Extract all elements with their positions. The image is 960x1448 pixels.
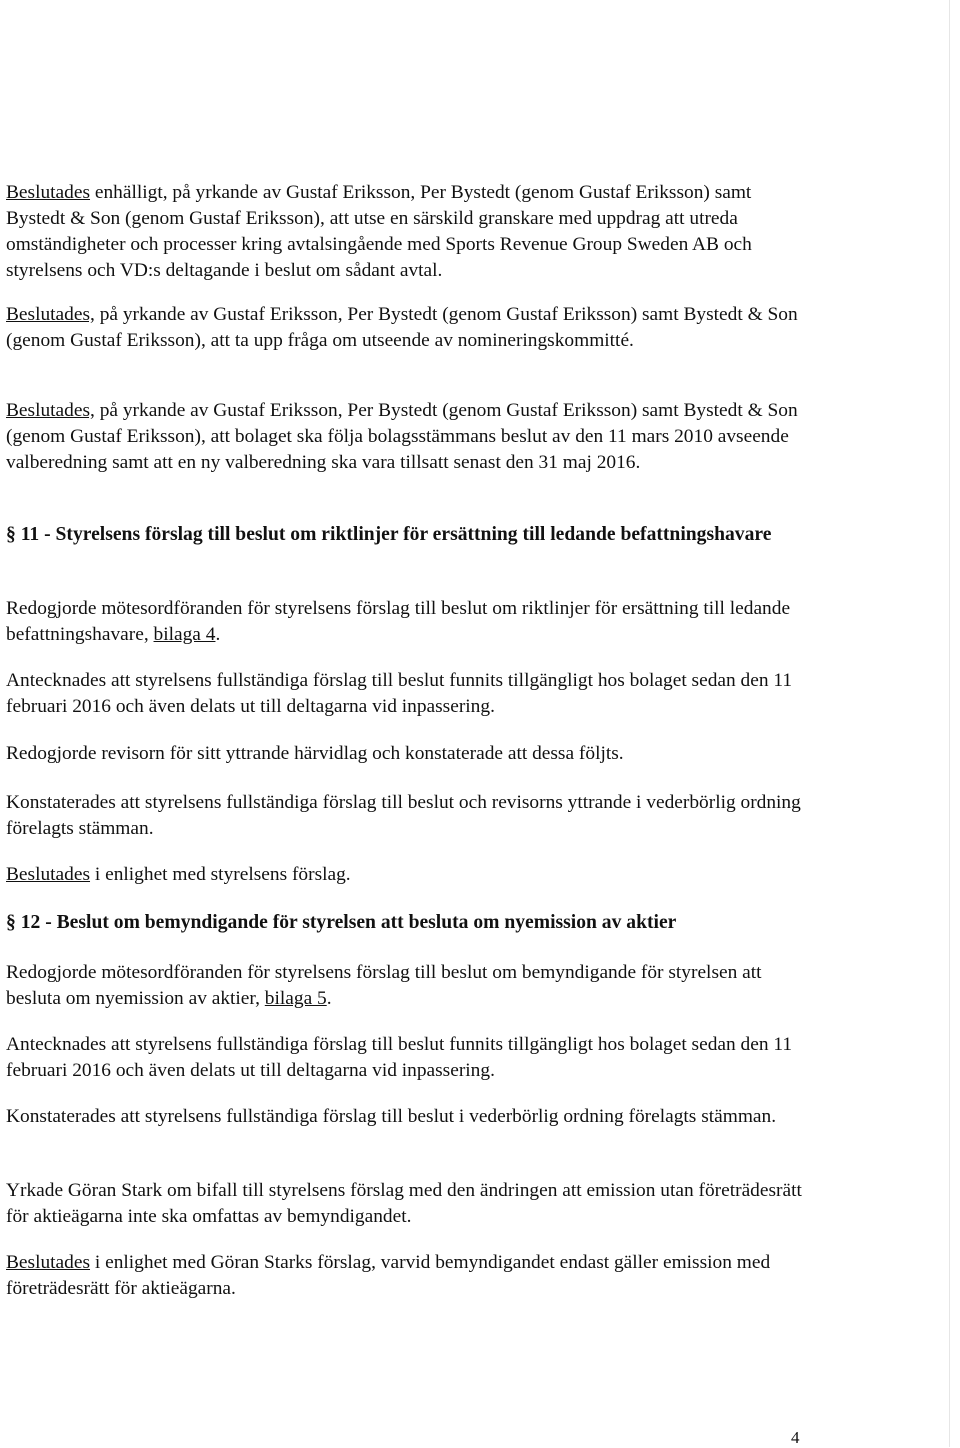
section-11-auditor: Redogjorde revisorn för sitt yttrande härvidlag och konstaterade att dessa följts.	[6, 743, 624, 764]
section-12-decision	[6, 1250, 806, 1302]
attachment-link-bilaga-5[interactable]: bilaga 5	[264, 988, 327, 1009]
section-11-heading: § 11 - Styrelsens förslag till beslut om riktlinjer för ersättning till ledande befattningshavare	[6, 524, 772, 545]
paragraph-special-examiner	[6, 180, 806, 284]
section-12-noted: Antecknades att styrelsens fullständiga förslag till beslut funnits tillgängligt hos bolaget sedan den 11 februari 2016 och även delats ut till deltagarna vid inpassering.	[6, 1034, 793, 1081]
section-11-decision	[6, 862, 806, 888]
paragraph-text: i enlighet med styrelsens förslag.	[90, 864, 351, 885]
paragraph-text: Redogjorde mötesordföranden för styrelsens förslag till beslut om riktlinjer för ersättning till ledande befattningshavare,	[6, 598, 791, 645]
decision-lead: Beslutades,	[6, 304, 95, 325]
paragraph-text: i enlighet med Göran Starks förslag, varvid bemyndigandet endast gäller emission med företrädesrätt för aktieägarna.	[6, 1252, 771, 1299]
paragraph-text: på yrkande av Gustaf Eriksson, Per Bystedt (genom Gustaf Eriksson) samt Bystedt & Son (genom Gustaf Eriksson), att ta upp fråga om utseende av nomineringskommitté.	[6, 304, 798, 351]
decision-lead: Beslutades	[6, 1252, 91, 1273]
decision-lead: Beslutades	[6, 182, 91, 203]
section-12-confirmed: Konstaterades att styrelsens fullständiga förslag till beslut i vederbörlig ordning förelagts stämman.	[6, 1106, 777, 1127]
punctuation: .	[215, 624, 221, 645]
page-number: 4	[791, 1428, 800, 1447]
section-11-report	[6, 596, 806, 648]
decision-lead: Beslutades	[6, 864, 91, 885]
paragraph-text: på yrkande av Gustaf Eriksson, Per Bystedt (genom Gustaf Eriksson) samt Bystedt & Son (genom Gustaf Eriksson), att bolaget ska följa bolagsstämmans beslut av den 11 mars 2010 avseende valberedning samt att en ny valberedning ska vara tillsatt senast den 31 maj 2016.	[6, 400, 798, 473]
paragraph-text: enhälligt, på yrkande av Gustaf Eriksson, Per Bystedt (genom Gustaf Eriksson) samt Bystedt & Son (genom Gustaf Eriksson), att utse en särskild granskare med uppdrag att utreda omständigheter och processer kring avtalsingående med Sports Revenue Group Sweden AB och styrelsens och VD:s deltagande i beslut om sådant avtal.	[6, 182, 752, 281]
punctuation: .	[326, 988, 332, 1009]
paragraph-nomination-committee	[6, 302, 806, 354]
attachment-link-bilaga-4[interactable]: bilaga 4	[153, 624, 216, 645]
section-12-motion: Yrkade Göran Stark om bifall till styrelsens förslag med den ändringen att emission utan företrädesrätt för aktieägarna inte ska omfattas av bemyndigandet.	[6, 1180, 802, 1227]
section-12-heading: § 12 - Beslut om bemyndigande för styrelsen att besluta om nyemission av aktier	[6, 912, 677, 933]
decision-lead: Beslutades,	[6, 400, 95, 421]
scan-edge-divider	[949, 0, 950, 1447]
section-12-report	[6, 960, 806, 1012]
paragraph-text: Redogjorde mötesordföranden för styrelsens förslag till beslut om bemyndigande för styrelsen att besluta om nyemission av aktier,	[6, 962, 762, 1009]
paragraph-nomination-board	[6, 398, 806, 476]
section-11-noted: Antecknades att styrelsens fullständiga förslag till beslut funnits tillgängligt hos bolaget sedan den 11 februari 2016 och även delats ut till deltagarna vid inpassering.	[6, 670, 793, 717]
section-11-confirmed: Konstaterades att styrelsens fullständiga förslag till beslut och revisorns yttrande i vederbörlig ordning förelagts stämman.	[6, 792, 801, 839]
